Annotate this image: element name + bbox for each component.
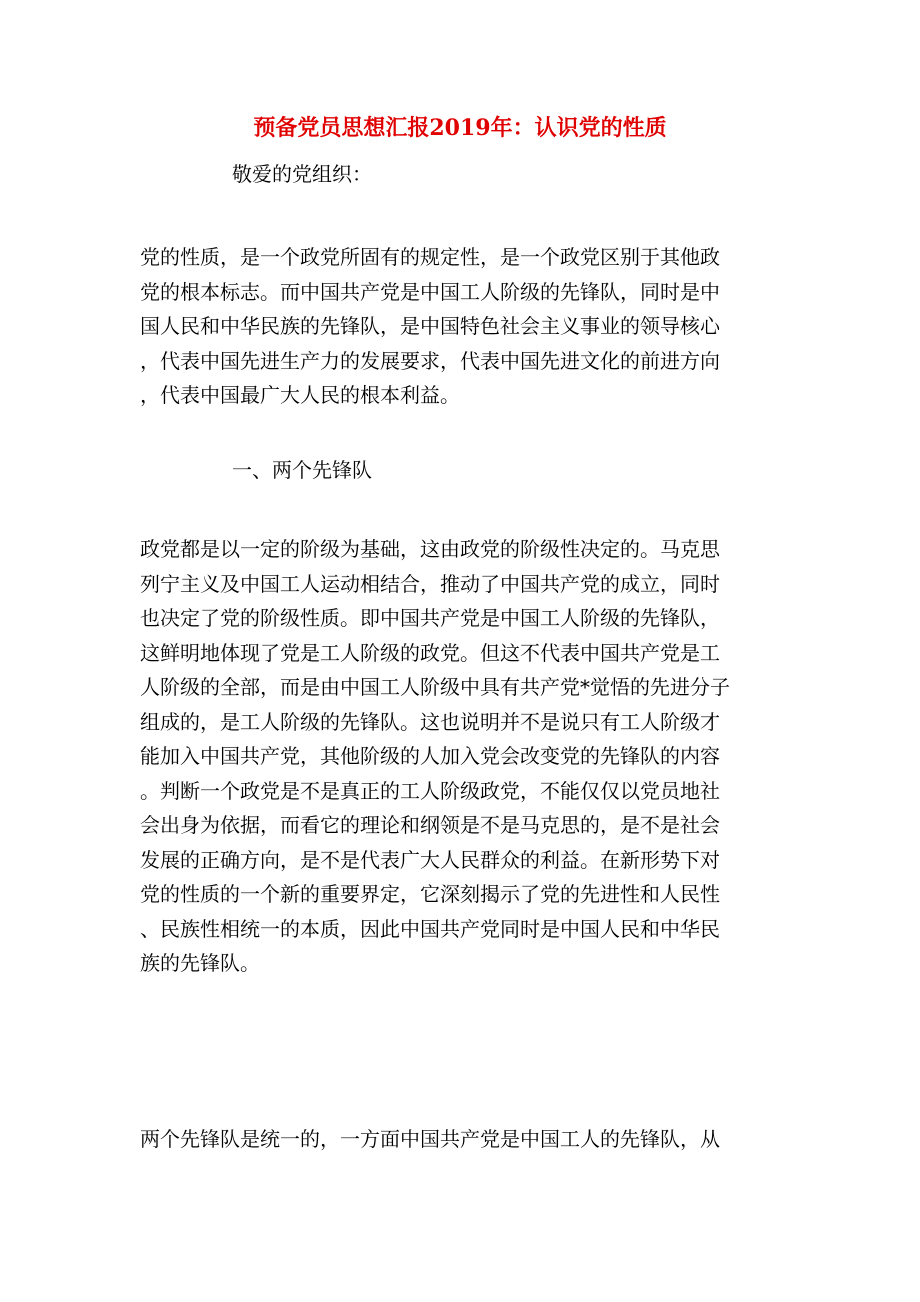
paragraph-line: 也决定了党的阶级性质。即中国共产党是中国工人阶级的先锋队， [140, 606, 720, 630]
paragraph-vanguard [140, 532, 780, 981]
document-title: 预备党员思想汇报2019年：认识党的性质 [253, 115, 667, 141]
paragraph-line: 发展的正确方向，是不是代表广大人民群众的利益。在新形势下对 [140, 847, 720, 872]
paragraph-line: 列宁主义及中国工人运动相结合，推动了中国共产党的成立，同时 [140, 571, 720, 596]
paragraph-line: 。判断一个政党是不是真正的工人阶级政党，不能仅仅以党员地社 [140, 778, 720, 803]
paragraph-line: 人阶级的全部，而是由中国工人阶级中具有共产党*觉悟的先进分子 [140, 675, 730, 699]
paragraph-line: 党的性质的一个新的重要界定，它深刻揭示了党的先进性和人民性 [140, 882, 720, 906]
paragraph-line: 组成的，是工人阶级的先锋队。这也说明并不是说只有工人阶级才 [140, 709, 720, 734]
paragraph-line: 政党都是以一定的阶级为基础，这由政党的阶级性决定的。马克思 [140, 537, 720, 561]
paragraph-line: 党的性质，是一个政党所固有的规定性，是一个政党区别于其他政 [140, 245, 720, 269]
paragraph-line: ，代表中国最广大人民的根本利益。 [140, 383, 460, 407]
section-heading: 一、两个先锋队 [232, 458, 372, 482]
paragraph-line: ，代表中国先进生产力的发展要求，代表中国先进文化的前进方向 [140, 348, 720, 373]
paragraph-line: 能加入中国共产党，其他阶级的人加入党会改变党的先锋队的内容 [140, 744, 720, 768]
paragraph-line: 族的先锋队。 [140, 951, 260, 975]
paragraph-line: 、民族性相统一的本质，因此中国共产党同时是中国人民和中华民 [140, 916, 720, 941]
paragraph-line: 两个先锋队是统一的，一方面中国共产党是中国工人的先锋队，从 [140, 1127, 720, 1151]
paragraph-line: 党的根本标志。而中国共产党是中国工人阶级的先锋队，同时是中 [140, 279, 720, 304]
paragraph-line: 国人民和中华民族的先锋队，是中国特色社会主义事业的领导核心 [140, 314, 720, 338]
salutation: 敬爱的党组织： [232, 162, 372, 186]
paragraph-line: 这鲜明地体现了党是工人阶级的政党。但这不代表中国共产党是工 [140, 640, 720, 665]
paragraph-unity [140, 1122, 780, 1157]
paragraph-line: 会出身为依据，而看它的理论和纲领是不是马克思的，是不是社会 [140, 813, 720, 837]
paragraph-intro [140, 240, 780, 413]
